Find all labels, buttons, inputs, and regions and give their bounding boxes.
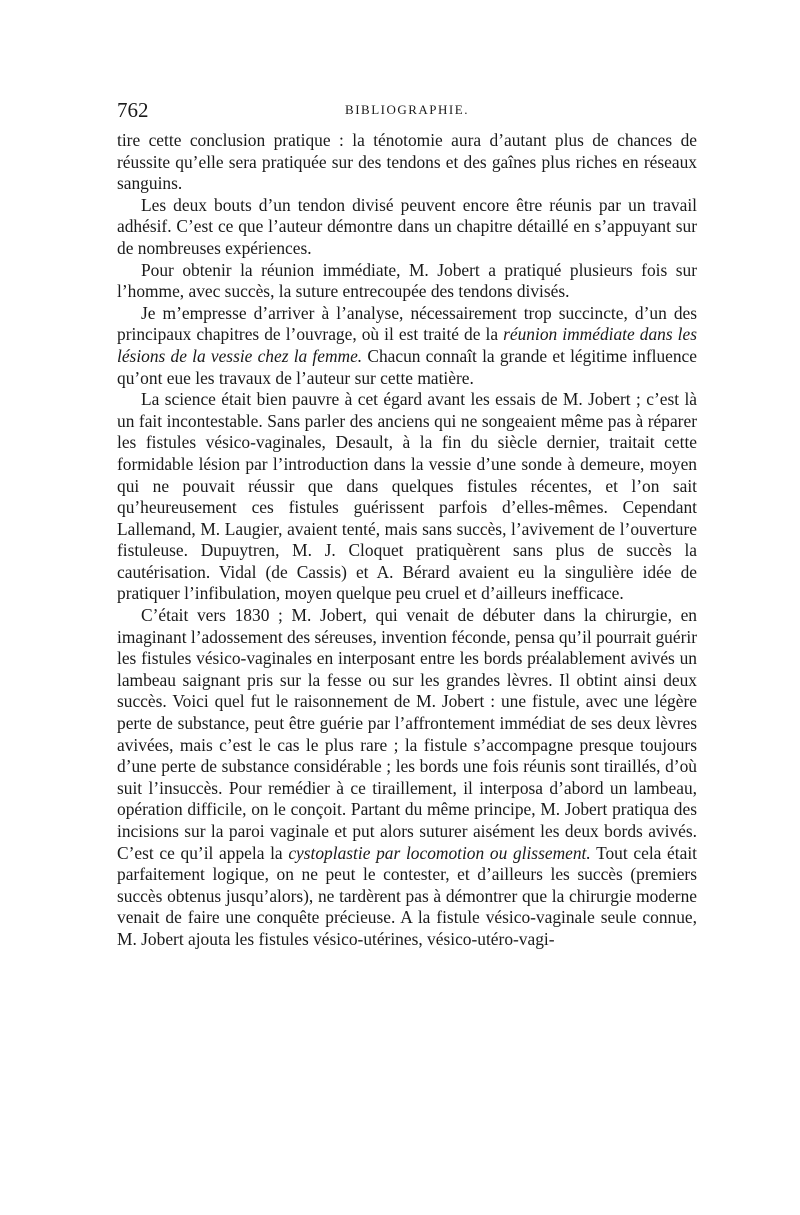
text-run: Chacun connaît la grande et légitime influence qu’ont eue les travaux de l’auteur sur cette matière. [117, 345, 697, 388]
paragraph [117, 605, 697, 951]
text-run: Les deux bouts d’un tendon divisé peuvent encore être réunis par un travail adhésif. C’est ce que l’auteur démontre dans un chapitre détaillé en s’appuyant sur de nombreuses expériences. [117, 194, 697, 258]
italic-text: cystoplastie par locomotion ou glissement. [288, 842, 591, 863]
paragraph [117, 130, 697, 195]
text-run: C’était vers 1830 ; M. Jobert, qui venait de débuter dans la chirurgie, en imaginant l’adossement des séreuses, invention féconde, pensa qu’il pourrait guérir les fistules vésico-vaginales en interposant entre les bords préalablement avivés un lambeau saignant pris sur la fesse ou sur les grandes lèvres. Il obtint ainsi deux succès. Voici quel fut le raisonnement de M. Jobert : une fistule, avec une légère perte de substance, peut être guérie par l’affrontement immédiat de ses deux lèvres avivées, mais c’est le cas le plus rare ; la fistule s’accompagne presque toujours d’une perte de substance considérable ; les bords une fois réunis sont tiraillés, d’où suit l’insuccès. Pour remédier à ce tiraillement, il interposa d’abord un lambeau, opération difficile, on le conçoit. Partant du même principe, M. Jobert pratiqua des incisions sur la paroi vaginale et put alors suturer aisément les deux bords avivés. C’est ce qu’il appela la [117, 605, 697, 863]
text-run: tire cette conclusion pratique : la ténotomie aura d’autant plus de chances de réussite qu’elle sera pratiquée sur des tendons et des gaînes plus riches en réseaux sanguins. [117, 130, 697, 194]
text-run: Tout cela était parfaitement logique, on ne peut le contester, et d’ailleurs les succès (premiers succès obtenus jusqu’alors), ne tardèrent pas à démontrer que la chirurgie moderne venait de faire une conquête précieuse. A la fistule vésico-vaginale seule connue, M. Jobert ajouta les fistules vésico-utérines, vésico-utéro-vagi- [117, 842, 697, 949]
paragraph [117, 260, 697, 303]
body-text [117, 130, 697, 951]
page-number: 762 [117, 98, 149, 122]
text-run: Pour obtenir la réunion immédiate, M. Jobert a pratiqué plusieurs fois sur l’homme, avec succès, la suture entrecoupée des tendons divisés. [117, 259, 697, 302]
text-run: La science était bien pauvre à cet égard avant les essais de M. Jobert ; c’est là un fait incontestable. Sans parler des anciens qui ne songeaient même pas à réparer les fistules vésico-vaginales, Desault, à la fin du siècle dernier, traitait cette formidable lésion par l’introduction dans la vessie d’une sonde à demeure, moyen qui ne pouvait réussir que dans quelques fistules récentes, et l’on sait qu’heureusement ces fistules guérissent parfois d’elles-mêmes. Cependant Lallemand, M. Laugier, avaient tenté, mais sans succès, l’avivement de l’ouverture fistuleuse. Dupuytren, M. J. Cloquet pratiquèrent sans plus de succès la cautérisation. Vidal (de Cassis) et A. Bérard avaient eu la singulière idée de pratiquer l’infibulation, moyen quelque peu cruel et d’ailleurs inefficace. [117, 389, 697, 604]
paragraph [117, 195, 697, 260]
page-header [117, 98, 697, 124]
running-head: BIBLIOGRAPHIE. [345, 102, 469, 117]
italic-text: réunion immédiate dans les lésions de la vessie chez la femme. [117, 324, 697, 366]
paragraph [117, 389, 697, 605]
text-run: Je m’empresse d’arriver à l’analyse, nécessairement trop succincte, d’un des principaux chapitres de l’ouvrage, où il est traité de la [117, 302, 697, 345]
paragraph [117, 303, 697, 389]
